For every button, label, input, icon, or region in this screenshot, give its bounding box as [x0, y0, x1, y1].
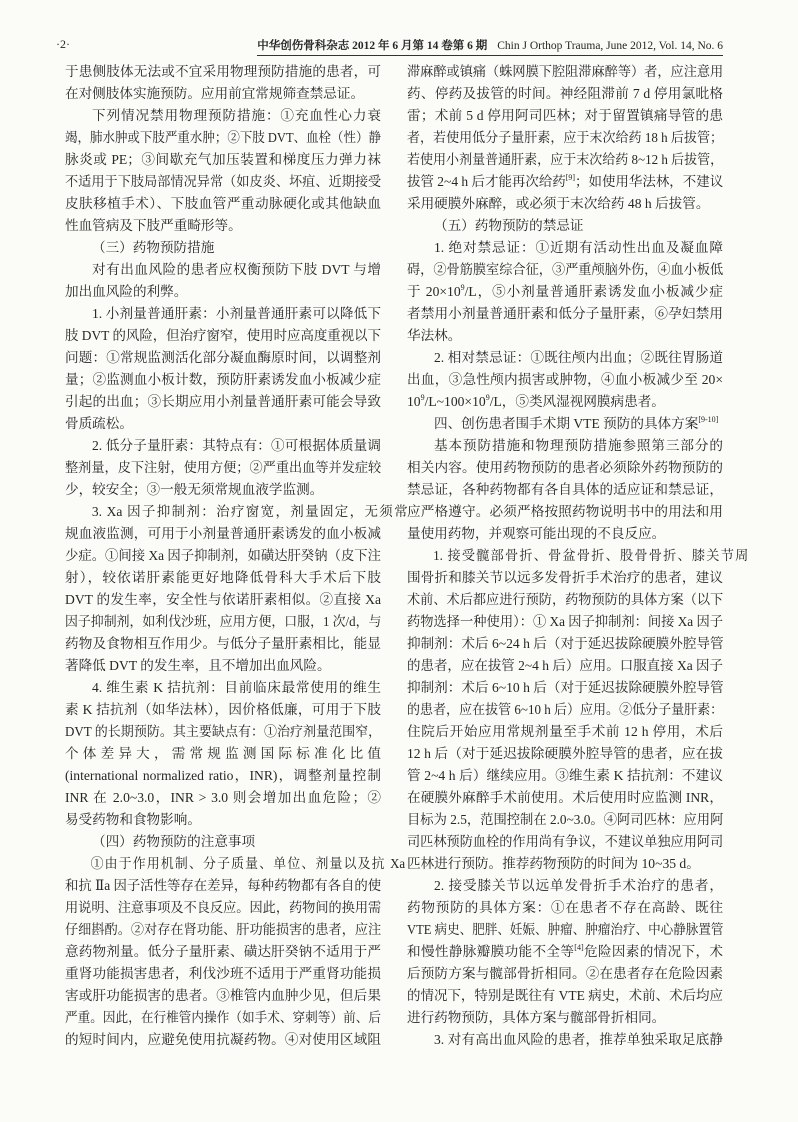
- text-line: 4. 维生素 K 拮抗剂：目前临床最常使用的维生: [92, 680, 381, 695]
- text-line: 严重。因此，在行椎管内操作（如手术、穿刺等）前、后: [65, 1010, 381, 1025]
- text-line: 住院后开始应用常规剂量至手术前 12 h 停用，术后: [407, 724, 723, 739]
- text-line: 著降低 DVT 的发生率，且不增加出血风险。: [65, 658, 331, 673]
- text-line: 司匹林预防血栓的作用尚有争议，不建议单独应用阿司: [407, 834, 724, 849]
- text-line: 射），较依诺肝素能更好地降低骨科大手术后下肢: [65, 570, 381, 585]
- superscript: 9: [420, 393, 425, 402]
- text-line: 意药物剂量。低分子量肝素、磺达肝癸钠不适用于严: [65, 944, 381, 959]
- text-line: 于患侧肢体无法或不宜采用物理预防措施的患者，可: [65, 64, 381, 79]
- text-line: 药物选择一种使用）：① Xa 因子抑制剂：间接 Xa 因子: [407, 614, 723, 629]
- text-line: DVT 的发生率，安全性与依诺肝素相似。②直接 Xa: [65, 592, 381, 607]
- text-line: 碍，②骨筋膜室综合征，③严重颅脑外伤，④血小板低: [407, 262, 724, 277]
- text-line: 个体差异大，需常规监测国际标准化比值: [65, 746, 381, 761]
- text-line: 药、停药及拔管的时间。神经阻滞前 7 d 停用氯吡格: [407, 86, 723, 101]
- text-line: 采用硬膜外麻醉，或必须于末次给药 48 h 后拔管。: [407, 196, 710, 211]
- text-line: 出血，③急性颅内损害或肿物，④血小板减少至 20×: [407, 372, 723, 387]
- text-line: (international normalized ratio，INR)，调整剂量控制: [65, 768, 381, 783]
- text-line: 和抗 Ⅱa 因子活性等存在差异，每种药物都有各自的使: [65, 878, 382, 893]
- text-line: ①由于作用机制、分子质量、单位、剂量以及抗 Xa: [90, 856, 406, 871]
- text-line: 少，较安全；③一般无须常规血液学监测。: [65, 482, 324, 497]
- page-number: ·2·: [56, 37, 70, 51]
- text-line: 引起的出血；③长期应用小剂量普通肝素可能会导致: [65, 394, 381, 409]
- text-line: 1. 绝对禁忌证：①近期有活动性出血及凝血障: [434, 240, 723, 255]
- text-line: $10^9/L\sim 100\times 10^9/L$，⑤类风湿视网膜病患者。: [407, 393, 665, 409]
- text-line: 华法林。: [407, 328, 462, 343]
- left-column: [65, 61, 408, 1051]
- text-line: 因子抑制剂，如利伐沙班，应用方便，口服，1 次/d，与: [65, 614, 382, 629]
- right-column: [407, 61, 749, 1051]
- text-line: 骨质疏松。: [65, 416, 133, 431]
- text-line: 问题：①常规监测活化部分凝血酶原时间，以调整剂: [65, 350, 381, 365]
- text-line: 目标为 2.5，范围控制在 2.0~3.0。④阿司匹林：应用阿: [407, 812, 724, 827]
- text-line: 者禁用小剂量普通肝素和低分子量肝素，⑥孕妇禁用: [407, 306, 723, 321]
- text-line: （四）药物预防的注意事项: [92, 834, 256, 849]
- text-line: （五）药物预防的禁忌证: [434, 218, 584, 233]
- text-line: 的短时间内，应避免使用抗凝药物。④对使用区域阻: [65, 1032, 381, 1047]
- text-line: 下列情况禁用物理预防措施：①充血性心力衰: [92, 108, 381, 123]
- text-line: 四、创伤患者围手术期 VTE 预防的具体方案[9-10]: [434, 415, 719, 431]
- text-line: 匹林进行预防。推荐药物预防的时间为 10~35 d。: [407, 856, 700, 871]
- text-line: 若使用小剂量普通肝素，应于末次给药 8~12 h 后拔管，: [407, 152, 724, 167]
- text-line: 的情况下，特别是既往有 VTE 病史，术前、术后均应: [407, 988, 724, 1003]
- text-line: 进行药物预防，具体方案与髋部骨折相同。: [407, 1010, 666, 1025]
- text-line: 3. 对有高出血风险的患者，推荐单独采取足底静: [434, 1032, 723, 1047]
- text-line: 雷；术前 5 d 停用阿司匹林；对于留置镇痛导管的患: [407, 108, 723, 123]
- text-line: 围骨折和膝关节以远多发骨折手术治疗的患者，建议: [407, 570, 723, 585]
- text-line: 基本预防措施和物理预防措施参照第三部分的: [434, 438, 723, 453]
- text-line: 者，若使用低分子量肝素，应于末次给药 18 h 后拔管；: [407, 130, 724, 145]
- journal-title-en: Chin J Orthop Trauma, June 2012, Vol. 14, No. 6: [497, 40, 723, 52]
- text-line: 2. 接受膝关节以远单发骨折手术治疗的患者，: [434, 878, 723, 893]
- text-line: 于 $20\times 10^9/L$，⑤小剂量普通肝素诱发血小板减少症: [407, 283, 723, 299]
- text-line: 相关内容。使用药物预防的患者必须除外药物预防的: [407, 460, 723, 475]
- text-line: 害或肝功能损害的患者。③椎管内血肿少见，但后果: [65, 988, 381, 1003]
- text-line: 肢 DVT 的风险，但治疗窗窄，使用时应高度重视以下: [65, 328, 381, 343]
- text-line: 素 K 拮抗剂（如华法林），因价格低廉，可用于下肢: [65, 702, 381, 717]
- text-line: 在对侧肢体实施预防。应用前宜常规筛查禁忌证。: [65, 86, 365, 101]
- text-line: 加出血风险的利弊。: [65, 284, 188, 299]
- text-line: INR 在 2.0~3.0，INR > 3.0 则会增加出血危险；②: [65, 790, 381, 805]
- text-line: 和慢性静脉瓣膜功能不全等[4]危险因素的情况下，术: [407, 943, 724, 959]
- text-line: 对有出血风险的患者应权衡预防下肢 DVT 与增: [92, 262, 381, 277]
- text-line: DVT 的长期预防。其主要缺点有：①治疗剂量范围窄，: [65, 724, 382, 739]
- text-line: 仔细斟酌。②对存在肾功能、肝功能损害的患者，应注: [65, 922, 382, 937]
- text-line: 的患者，应在拔管 2~4 h 后）应用。口服直接 Xa 因子: [407, 658, 724, 673]
- text-line: 禁忌证，各种药物都有各自具体的适应证和禁忌证，: [407, 482, 723, 497]
- journal-citation: [257, 37, 723, 56]
- text-line: 2. 低分子量肝素：其特点有：①可根据体质量调: [92, 438, 381, 453]
- text-line: 抑制剂：术后 6~24 h 后（对于延迟拔除硬膜外腔导管: [407, 636, 724, 651]
- text-line: 量使用药物，并观察可能出现的不良反应。: [407, 526, 666, 541]
- text-line: 少症。①间接 Xa 因子抑制剂，如磺达肝癸钠（皮下注: [65, 548, 382, 563]
- text-line: 量；②监测血小板计数，预防肝素诱发血小板减少症: [65, 372, 381, 387]
- text-line: 滞麻醉或镇痛（蛛网膜下腔阻滞麻醉等）者，应注意用: [407, 64, 724, 79]
- text-line: 药物及食物相互作用少。与低分子量肝素相比，能显: [65, 636, 381, 651]
- text-line: 用说明、注意事项及不良反应。因此，药物间的换用需: [65, 900, 382, 915]
- superscript: 9: [460, 283, 465, 292]
- text-line: 药物预防的具体方案：①在患者不存在高龄、既往: [407, 900, 723, 915]
- text-line: 3. Xa 因子抑制剂：治疗窗宽，剂量固定，无须常: [91, 504, 408, 519]
- text-line: 后预防方案与髋部骨折相同。②在患者存在危险因素: [407, 966, 723, 981]
- text-line: VTE 病史、肥胖、妊娠、肿瘤、肿瘤治疗、中心静脉置管: [407, 922, 724, 937]
- text-line: 管 2~4 h 后）继续应用。③维生素 K 拮抗剂：不建议: [407, 768, 723, 783]
- text-line: 不适用于下肢局部情况异常（如皮炎、坏疽、近期接受: [65, 174, 382, 189]
- text-line: 12 h 后（对于延迟拔除硬膜外腔导管的患者，应在拔: [407, 746, 723, 761]
- text-line: 性血管病及下肢严重畸形等。: [65, 218, 242, 233]
- text-line: 整剂量，皮下注射，使用方便；②严重出血等并发症较: [65, 460, 382, 475]
- text-line: 1. 接受髋部骨折、骨盆骨折、股骨骨折、膝关节周: [433, 548, 749, 563]
- text-line: 拔管 2~4 h 后才能再次给药[9]；如使用华法林，不建议: [407, 173, 724, 189]
- text-line: 在硬膜外麻醉手术前使用。术后使用时应监测 INR，: [407, 790, 723, 805]
- text-line: 重肾功能损害患者，利伐沙班不适用于严重肾功能损: [65, 966, 381, 981]
- text-line: 1. 小剂量普通肝素：小剂量普通肝素可以降低下: [92, 306, 381, 321]
- superscript: [9-10]: [698, 415, 719, 424]
- text-line: （三）药物预防措施: [92, 240, 215, 255]
- text-line: 应严格遵守。必须严格按照药物说明书中的用法和用: [407, 504, 723, 519]
- text-line: 皮肤移植手术）、下肢血管严重动脉硬化或其他缺血: [65, 196, 381, 211]
- text-line: 2. 相对禁忌证：①既往颅内出血；②既往胃肠道: [434, 350, 723, 365]
- journal-title-cn: 中华创伤骨科杂志 2012 年 6 月第 14 卷第 6 期: [257, 40, 488, 52]
- superscript: [4]: [574, 943, 584, 952]
- text-line: 竭，肺水肿或下肢严重水肿；②下肢 DVT、血栓（性）静: [65, 130, 381, 145]
- text-line: 易受药物和食物影响。: [65, 812, 201, 827]
- text-line: 脉炎或 PE；③间歇充气加压装置和梯度压力弹力袜: [65, 152, 381, 167]
- text-line: 抑制剂：术后 6~10 h 后（对于延迟拔除硬膜外腔导管: [407, 680, 724, 695]
- text-line: 的患者，应在拔管 6~10 h 后）应用。②低分子量肝素：: [407, 702, 724, 717]
- superscript: 9: [485, 393, 490, 402]
- text-line: 规血液监测，可用于小剂量普通肝素诱发的血小板减: [65, 526, 381, 541]
- text-line: 术前、术后都应进行预防，药物预防的具体方案（以下: [407, 592, 724, 607]
- superscript: [9]: [565, 173, 576, 182]
